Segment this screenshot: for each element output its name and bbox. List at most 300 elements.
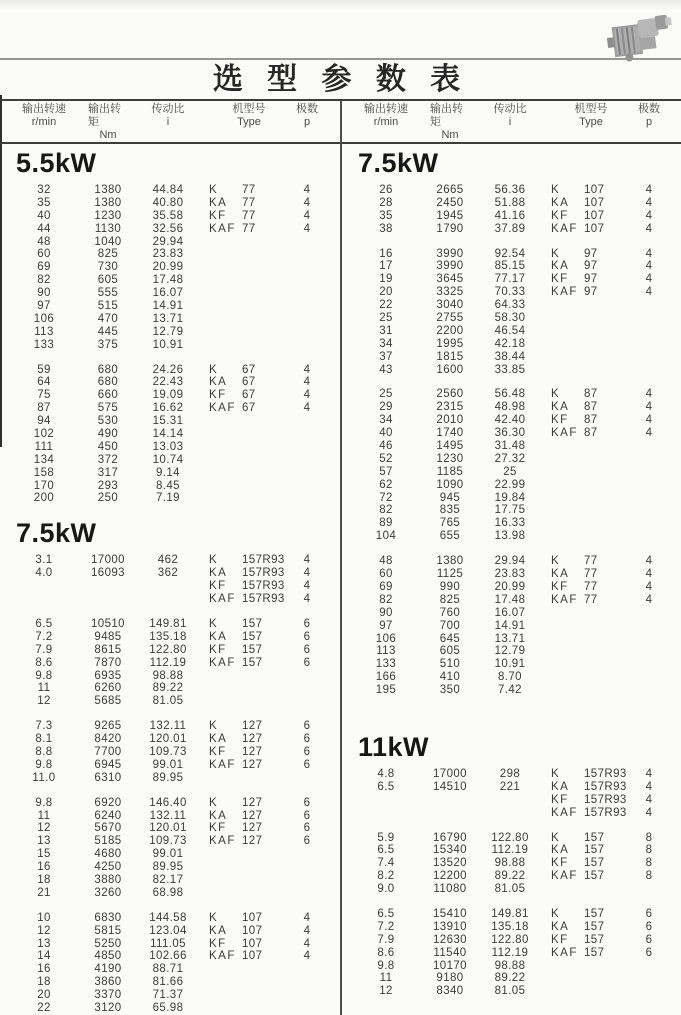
cell-ratio: 102.66 — [149, 950, 187, 963]
cell-torque: 8420 — [94, 733, 122, 746]
cell-speed: 22 — [379, 299, 393, 312]
cell-type-number — [584, 364, 632, 377]
cell-ratio: 65.98 — [152, 1001, 184, 1014]
cell-type-number — [584, 633, 632, 646]
table-row — [0, 631, 340, 644]
cell-type-prefix: KF — [551, 209, 569, 222]
cell-ratio: 77.17 — [494, 273, 526, 286]
cell-poles — [632, 530, 666, 543]
cell-torque: 605 — [439, 645, 461, 658]
cell-speed: 37 — [379, 350, 393, 363]
cell-ratio: 10.91 — [494, 658, 526, 671]
cell-type-number: 67 — [242, 363, 256, 376]
cell-type-number — [242, 300, 290, 313]
section-heading: 5.5kW — [16, 148, 97, 178]
cell-type-prefix — [550, 607, 584, 620]
section-heading: 7.5kW — [358, 148, 439, 178]
cell-poles — [632, 883, 666, 896]
cell-poles: 4 — [645, 414, 653, 427]
row-block — [342, 248, 681, 377]
cell-type-number — [242, 313, 290, 326]
cell-type-number: 157 — [584, 933, 605, 946]
cell-speed: 134 — [33, 453, 55, 466]
table-row — [342, 364, 681, 377]
cell-ratio: 68.98 — [152, 886, 184, 899]
cell-torque: 10170 — [433, 959, 467, 972]
table-row — [0, 480, 340, 493]
cell-type-prefix — [208, 287, 242, 300]
cell-type-prefix — [550, 972, 584, 985]
cell-type-prefix: KAF — [209, 950, 236, 963]
cell-speed: 48 — [37, 235, 51, 248]
cell-ratio: 99.01 — [152, 848, 184, 861]
table-row — [342, 260, 681, 273]
cell-poles — [632, 364, 666, 377]
cell-type-prefix — [550, 960, 584, 973]
cell-type-prefix: KF — [209, 822, 227, 835]
cell-ratio — [128, 580, 208, 593]
table-row — [342, 504, 681, 517]
cell-torque: 3370 — [94, 989, 122, 1002]
cell-type-number — [584, 466, 632, 479]
cell-type-prefix: K — [551, 388, 561, 401]
cell-poles — [290, 236, 324, 249]
cell-ratio: 89.22 — [494, 972, 526, 985]
cell-type-prefix — [208, 492, 242, 505]
table-row — [0, 580, 340, 593]
cell-type-prefix — [208, 1002, 242, 1015]
table-row — [0, 454, 340, 467]
table-row — [0, 402, 340, 415]
cell-ratio: 17.75 — [494, 504, 526, 517]
row-block — [342, 184, 681, 236]
cell-type-number: 157R93 — [584, 780, 627, 793]
cell-speed: 9.0 — [377, 883, 395, 896]
cell-speed: 22 — [37, 1001, 51, 1014]
cell-type-number: 157R93 — [242, 580, 285, 593]
table-row — [342, 581, 681, 594]
cell-type-prefix — [550, 466, 584, 479]
table-row — [0, 236, 340, 249]
cell-ratio: 88.71 — [152, 963, 184, 976]
cell-poles: 6 — [303, 617, 311, 630]
cell-poles — [632, 671, 666, 684]
cell-type-number: 107 — [242, 950, 263, 963]
header-poles-unit: p — [303, 116, 311, 128]
cell-speed: 87 — [37, 402, 51, 415]
table-row — [342, 658, 681, 671]
cell-ratio: 56.36 — [494, 184, 526, 196]
cell-poles — [290, 467, 324, 480]
cell-speed: 7.3 — [35, 720, 53, 733]
header-type-unit: Type — [579, 116, 603, 128]
cell-type-prefix: KAF — [551, 427, 578, 440]
cell-ratio: 46.54 — [494, 324, 526, 337]
cell-type-number: 97 — [584, 273, 598, 286]
right-tables — [342, 149, 681, 998]
cell-torque: 680 — [97, 376, 119, 389]
cell-speed: 8.6 — [377, 946, 395, 959]
cell-poles: 4 — [303, 593, 311, 606]
table-row — [342, 684, 681, 697]
cell-speed: 9.8 — [35, 796, 53, 809]
cell-type-number: 157 — [242, 630, 263, 643]
cell-type-prefix — [208, 248, 242, 261]
cell-torque: 680 — [97, 363, 119, 376]
cell-torque: 1600 — [436, 363, 464, 376]
cell-torque: 14510 — [433, 780, 467, 793]
cell-ratio: 27.32 — [494, 452, 526, 465]
cell-type-number: 87 — [584, 427, 598, 440]
cell-ratio: 13.71 — [152, 312, 184, 325]
cell-torque: 825 — [97, 248, 119, 261]
cell-torque: 2450 — [436, 196, 464, 209]
cell-type-number — [584, 299, 632, 312]
table-row — [342, 517, 681, 530]
cell-ratio: 120.01 — [149, 822, 187, 835]
header-ratio-cn: 传动比 — [151, 103, 185, 115]
table-row — [0, 938, 340, 951]
cell-torque: 1125 — [436, 568, 464, 581]
cell-torque: 3040 — [436, 299, 464, 312]
cell-type-prefix: KF — [209, 745, 227, 758]
cell-torque: 445 — [97, 325, 119, 338]
cell-speed: 40 — [37, 209, 51, 222]
cell-ratio — [470, 794, 550, 807]
power-section — [342, 149, 681, 697]
table-row — [0, 554, 340, 567]
cell-torque: 5185 — [94, 835, 122, 848]
cell-ratio: 10.91 — [152, 338, 184, 351]
cell-ratio: 8.45 — [156, 479, 180, 492]
cell-speed: 8.6 — [35, 656, 53, 669]
cell-type-number: 157 — [584, 844, 605, 857]
cell-type-number: 77 — [242, 209, 256, 222]
cell-speed: 133 — [33, 338, 55, 351]
table-row — [342, 210, 681, 223]
cell-speed — [342, 807, 430, 820]
cell-poles — [290, 441, 324, 454]
column-header-torque — [430, 103, 470, 142]
cell-speed: 8.1 — [35, 733, 53, 746]
column-header-poles — [290, 103, 324, 142]
cell-torque: 835 — [439, 504, 461, 517]
cell-poles — [290, 287, 324, 300]
table-row — [0, 720, 340, 733]
cell-type-prefix: KF — [209, 643, 227, 656]
cell-torque: 15410 — [433, 907, 467, 920]
cell-speed: 9.8 — [377, 959, 395, 972]
table-row — [0, 912, 340, 925]
cell-torque: 1230 — [94, 209, 122, 222]
cell-type-number: 77 — [242, 222, 256, 235]
cell-torque: 1230 — [436, 452, 464, 465]
cell-type-number — [584, 684, 632, 697]
cell-ratio: 22.99 — [494, 478, 526, 491]
cell-torque: 250 — [97, 492, 119, 505]
cell-type-prefix: KA — [209, 809, 228, 822]
cell-ratio: 35.58 — [152, 209, 184, 222]
cell-speed: 106 — [33, 312, 55, 325]
cell-ratio: 41.16 — [494, 209, 526, 222]
cell-speed: 7.2 — [377, 920, 395, 933]
cell-torque: 4190 — [94, 963, 122, 976]
cell-poles — [290, 313, 324, 326]
cell-type-prefix — [208, 313, 242, 326]
cell-ratio: 16.62 — [152, 402, 184, 415]
cell-speed: 12 — [379, 985, 393, 998]
cell-type-number: 127 — [242, 745, 263, 758]
cell-ratio: 16.07 — [152, 287, 184, 300]
cell-speed: 69 — [37, 261, 51, 274]
cell-ratio: 29.94 — [152, 235, 184, 248]
table-area — [0, 99, 681, 1015]
column-header-speed — [342, 103, 430, 142]
cell-type-number: 77 — [584, 593, 598, 606]
cell-poles — [632, 479, 666, 492]
table-row — [0, 810, 340, 823]
cell-poles: 4 — [303, 924, 311, 937]
table-row — [0, 925, 340, 938]
column-header-type — [208, 103, 290, 142]
header-speed-unit: r/min — [31, 116, 57, 128]
cell-type-number: 77 — [242, 196, 256, 209]
cell-type-number: 127 — [242, 758, 263, 771]
cell-poles — [632, 684, 666, 697]
table-row — [0, 976, 340, 989]
cell-speed: 75 — [37, 389, 51, 402]
header-torque-cn: 输出转矩 — [430, 103, 463, 128]
cell-type-prefix — [208, 467, 242, 480]
cell-type-number — [242, 989, 290, 1002]
scan-edge-top — [0, 0, 681, 10]
table-row — [342, 620, 681, 633]
cell-torque: 6240 — [94, 809, 122, 822]
cell-poles: 4 — [303, 222, 311, 235]
cell-poles: 4 — [645, 247, 653, 260]
cell-poles: 4 — [303, 209, 311, 222]
table-row — [342, 427, 681, 440]
cell-speed: 11.0 — [32, 771, 56, 784]
cell-speed: 40 — [379, 427, 393, 440]
cell-type-number: 157R93 — [242, 593, 285, 606]
cell-torque: 6920 — [94, 796, 122, 809]
cell-poles — [632, 620, 666, 633]
table-row — [0, 197, 340, 210]
cell-speed: 111 — [34, 440, 54, 453]
table-row — [0, 874, 340, 887]
cell-type-prefix — [208, 480, 242, 493]
cell-ratio: 132.11 — [149, 720, 187, 733]
cell-type-prefix — [550, 633, 584, 646]
cell-ratio: 12.79 — [152, 325, 184, 338]
cell-type-number — [242, 261, 290, 274]
cell-poles — [632, 658, 666, 671]
table-row — [0, 1002, 340, 1015]
cell-ratio: 44.84 — [152, 184, 184, 196]
cell-poles — [290, 274, 324, 287]
column-header-torque — [88, 103, 128, 142]
cell-poles: 4 — [303, 580, 311, 593]
cell-poles: 4 — [645, 260, 653, 273]
table-row — [0, 261, 340, 274]
cell-poles: 4 — [303, 937, 311, 950]
cell-type-prefix — [550, 530, 584, 543]
cell-type-prefix — [208, 772, 242, 785]
cell-speed: 158 — [33, 466, 55, 479]
cell-type-number: 107 — [584, 209, 605, 222]
table-row — [342, 883, 681, 896]
table-row — [0, 746, 340, 759]
table-row — [342, 440, 681, 453]
cell-ratio: 64.33 — [494, 299, 526, 312]
cell-ratio: 81.05 — [152, 695, 184, 708]
cell-type-prefix: KA — [551, 844, 570, 857]
cell-type-number: 107 — [584, 184, 605, 196]
cell-type-prefix — [550, 299, 584, 312]
table-row — [342, 325, 681, 338]
cell-type-prefix: KAF — [209, 402, 236, 415]
cell-torque: 760 — [439, 606, 461, 619]
table-row — [0, 428, 340, 441]
cell-ratio — [128, 593, 208, 606]
table-row — [342, 985, 681, 998]
cell-torque: 8615 — [94, 643, 122, 656]
cell-type-prefix — [550, 492, 584, 505]
table-row — [342, 794, 681, 807]
cell-torque: 6260 — [94, 682, 122, 695]
section-heading: 11kW — [358, 731, 430, 762]
cell-type-number — [242, 339, 290, 352]
cell-torque: 13520 — [433, 857, 467, 870]
cell-ratio: 16.33 — [494, 517, 526, 530]
cell-type-number — [242, 772, 290, 785]
cell-ratio: 42.18 — [494, 337, 526, 350]
table-row — [342, 768, 681, 781]
cell-poles — [290, 428, 324, 441]
cell-speed: 18 — [37, 976, 51, 989]
cell-poles: 8 — [645, 870, 653, 883]
cell-type-number — [242, 454, 290, 467]
cell-poles — [290, 339, 324, 352]
cell-ratio: 98.88 — [494, 857, 526, 870]
cell-type-prefix: KA — [209, 567, 228, 580]
cell-poles: 4 — [303, 184, 311, 196]
cell-type-number — [242, 682, 290, 695]
cell-speed: 14 — [37, 950, 51, 963]
cell-speed: 4.0 — [35, 567, 53, 580]
cell-ratio: 19.09 — [152, 389, 184, 402]
table-row — [0, 733, 340, 746]
cell-torque: 2755 — [436, 312, 464, 325]
header-ratio-cn: 传动比 — [493, 103, 527, 115]
cell-poles: 6 — [645, 920, 653, 933]
cell-type-number — [584, 492, 632, 505]
cell-ratio: 98.88 — [152, 669, 184, 682]
cell-poles: 6 — [303, 835, 311, 848]
cell-torque: 530 — [97, 415, 119, 428]
cell-type-number — [242, 492, 290, 505]
cell-type-prefix — [550, 364, 584, 377]
cell-torque: 3645 — [436, 273, 464, 286]
cell-torque: 1815 — [436, 350, 464, 363]
cell-poles — [290, 976, 324, 989]
cell-speed: 60 — [379, 568, 393, 581]
table-row — [342, 338, 681, 351]
cell-type-number: 127 — [242, 822, 263, 835]
cell-speed: 13 — [37, 835, 51, 848]
table-row — [0, 184, 340, 197]
cell-torque: 3120 — [94, 1001, 122, 1014]
cell-poles: 4 — [303, 389, 311, 402]
cell-ratio: 120.01 — [149, 733, 187, 746]
power-section — [0, 519, 340, 1015]
cell-poles — [632, 351, 666, 364]
cell-speed — [342, 794, 430, 807]
cell-poles — [290, 326, 324, 339]
cell-poles — [290, 248, 324, 261]
cell-torque: 470 — [97, 312, 119, 325]
cell-ratio: 362 — [157, 567, 179, 580]
cell-poles — [632, 972, 666, 985]
cell-torque: 293 — [97, 479, 119, 492]
cell-torque: 450 — [97, 440, 119, 453]
cell-type-number: 87 — [584, 414, 598, 427]
table-row — [342, 555, 681, 568]
cell-torque: 9265 — [94, 720, 122, 733]
table-row — [0, 326, 340, 339]
cell-ratio: 58.30 — [494, 312, 526, 325]
cell-torque: 15340 — [433, 844, 467, 857]
cell-poles: 6 — [645, 933, 653, 946]
table-row — [342, 908, 681, 921]
cell-torque: 1995 — [436, 337, 464, 350]
cell-torque: 765 — [439, 517, 461, 530]
cell-type-prefix: K — [209, 363, 219, 376]
cell-torque: 730 — [97, 261, 119, 274]
cell-ratio: 37.89 — [494, 222, 526, 235]
cell-type-prefix — [550, 312, 584, 325]
cell-type-prefix — [208, 963, 242, 976]
cell-type-number — [242, 963, 290, 976]
cell-ratio: 112.19 — [149, 656, 187, 669]
cell-poles: 4 — [645, 593, 653, 606]
cell-ratio: 298 — [499, 767, 521, 780]
cell-ratio: 89.95 — [152, 861, 184, 874]
cell-type-prefix — [208, 326, 242, 339]
cell-poles: 6 — [303, 758, 311, 771]
cell-ratio: 70.33 — [494, 286, 526, 299]
cell-type-prefix: KF — [551, 793, 569, 806]
cell-ratio: 23.83 — [152, 248, 184, 261]
cell-type-prefix: KAF — [551, 806, 578, 819]
cell-speed: 7.9 — [35, 643, 53, 656]
cell-torque: 1185 — [436, 465, 464, 478]
cell-type-prefix — [550, 883, 584, 896]
cell-ratio: 19.84 — [494, 491, 526, 504]
cell-ratio: 15.31 — [152, 415, 184, 428]
cell-speed: 6.5 — [377, 907, 395, 920]
cell-torque: 8340 — [436, 985, 464, 998]
table-row — [342, 286, 681, 299]
cell-torque: 1380 — [436, 555, 464, 568]
cell-torque: 17000 — [433, 767, 467, 780]
cell-type-number: 157R93 — [242, 567, 285, 580]
cell-poles: 4 — [303, 363, 311, 376]
power-section — [0, 149, 340, 505]
table-row — [0, 313, 340, 326]
cell-type-number — [584, 440, 632, 453]
